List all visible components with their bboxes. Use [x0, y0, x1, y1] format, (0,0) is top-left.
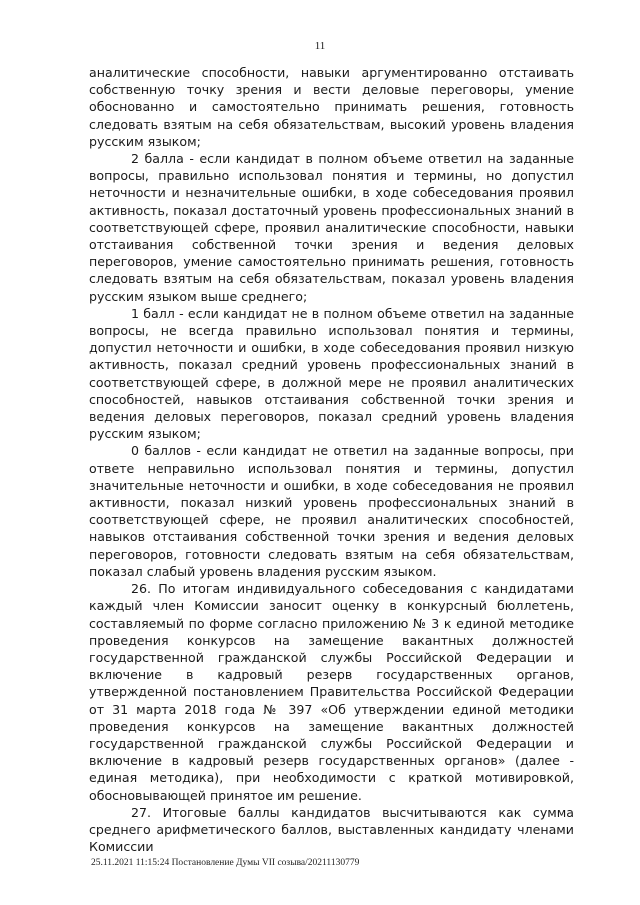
document-footer: 25.11.2021 11:15:24 Постановление Думы VII созыва/20211130779 — [91, 858, 360, 868]
paragraph-score-2: 2 балла - если кандидат в полном объеме ответил на заданные вопросы, правильно использовал понятия и термины, но допустил неточности и незначительные ошибки, в ходе собеседования проявил активность, показал достаточный уровень профессиональных знаний в соответствующей сфере, проявил аналитические способности, навыки отстаивания собственной точки зрения и ведения деловых переговоров, умение самостоятельно принимать решения, готовность следовать взятым на себя обязательствам, показал уровень владения русским языком выше среднего; — [89, 151, 574, 304]
paragraph-score-0: 0 баллов - если кандидат не ответил на заданные вопросы, при ответе неправильно использовал понятия и термины, допустил значительные неточности и ошибки, в ходе собеседования не проявил активности, показал низкий уровень профессиональных знаний в соответствующей сфере, не проявил аналитических способностей, навыков отстаивания собственной точки зрения и ведения деловых переговоров, готовности следовать взятым на себя обязательствам, показал слабый уровень владения русским языком. — [89, 443, 574, 579]
document-body — [89, 64, 574, 855]
paragraph-score-1: 1 балл - если кандидат не в полном объеме ответил на заданные вопросы, не всегда правильно использовал понятия и термины, допустил неточности и ошибки, в ходе собеседования проявил низкую активность, показал средний уровень профессиональных знаний в соответствующей сфере, в должной мере не проявил аналитических способностей, навыков отстаивания собственной точки зрения и ведения деловых переговоров, показал средний уровень владения русским языком; — [89, 305, 574, 442]
paragraph-continuation: аналитические способности, навыки аргументированно отстаивать собственную точку зрения и вести деловые переговоры, умение обоснованно и самостоятельно принимать решения, готовность следовать взятым на себя обязательствам, высокий уровень владения русским языком; — [89, 65, 574, 149]
page-number: 11 — [314, 40, 326, 52]
paragraph-item-26: 26. По итогам индивидуального собеседования с кандидатами каждый член Комиссии заносит оценку в конкурсный бюллетень, составляемый по форме согласно приложению № 3 к единой методике проведения конкурсов на замещение вакантных должностей государственной гражданской службы Российской Федерации и включение в кадровый резерв государственных органов, утвержденной постановлением Правительства Российской Федерации от 31 марта 2018 года № 397 «Об утверждении единой методики проведения конкурсов на замещение вакантных должностей государственной гражданской службы Российской Федерации и включение в кадровый резерв государственных органов» (далее - единая методика), при необходимости с краткой мотивировкой, обосновывающей принятое им решение. — [89, 581, 574, 803]
paragraph-item-27: 27. Итоговые баллы кандидатов высчитываются как сумма среднего арифметического баллов, выставленных кандидату членами Комиссии — [89, 804, 574, 855]
